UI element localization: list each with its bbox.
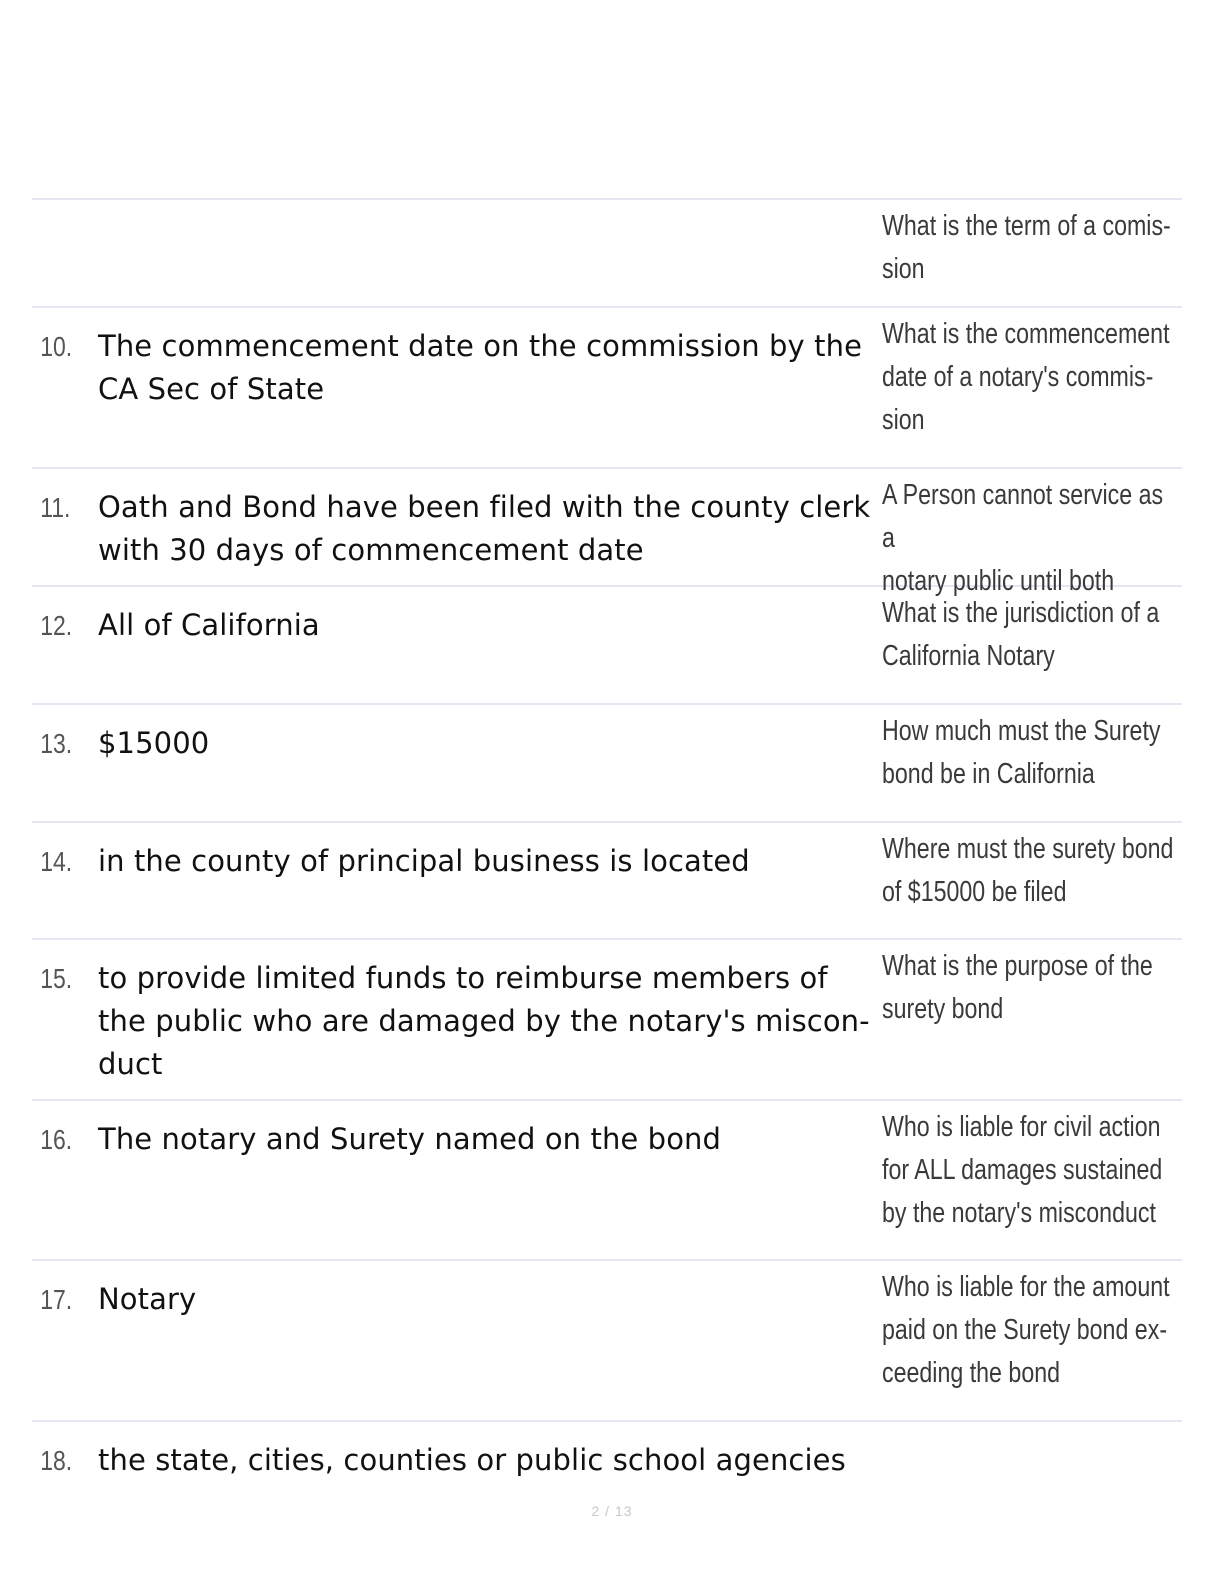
card-question xyxy=(880,587,1224,703)
card-question-text: How much must the Surety bond be in California xyxy=(882,715,1161,790)
card-number: 10. xyxy=(40,331,73,362)
card-row xyxy=(32,198,1182,306)
card-question xyxy=(880,1422,1224,1500)
card-row xyxy=(32,1420,1182,1500)
card-question xyxy=(880,823,1224,938)
card-question-text: What is the purpose of the surety bond xyxy=(882,950,1153,1025)
card-row xyxy=(32,1099,1182,1259)
card-question-text: Where must the surety bond of $15000 be filed xyxy=(882,833,1174,908)
card-question xyxy=(880,469,1224,597)
card-question-text: What is the jurisdiction of a California Notary xyxy=(882,597,1160,672)
flashcard-list xyxy=(32,198,1182,1500)
card-row xyxy=(32,938,1182,1099)
card-row xyxy=(32,1259,1182,1420)
card-question xyxy=(880,1261,1224,1420)
card-answer xyxy=(98,200,880,306)
card-number: 16. xyxy=(40,1124,73,1155)
card-number: 14. xyxy=(40,846,73,877)
card-row xyxy=(32,306,1182,467)
card-row xyxy=(32,821,1182,938)
card-answer: The notary and Surety named on the bond xyxy=(98,1122,722,1156)
card-question xyxy=(880,705,1224,821)
card-row xyxy=(32,585,1182,703)
card-answer: Oath and Bond have been filed with the county clerk with 30 days of commencement date xyxy=(98,490,871,567)
card-number: 11. xyxy=(40,492,71,523)
card-number: 17. xyxy=(40,1284,73,1315)
card-number: 13. xyxy=(40,728,73,759)
card-question-text: Who is liable for civil action for ALL damages sustained by the notary's misconduct xyxy=(882,1111,1163,1229)
card-row xyxy=(32,703,1182,821)
card-number xyxy=(32,200,86,306)
card-question-text: A Person cannot service as a notary public until both xyxy=(882,479,1164,597)
card-answer: to provide limited funds to reimburse members of the public who are damaged by the notary's miscon-duct xyxy=(98,961,870,1081)
card-question-text: Who is liable for the amount paid on the Surety bond ex- ceeding the bond xyxy=(882,1271,1170,1389)
card-question xyxy=(880,200,1224,306)
page-indicator: 2 / 13 xyxy=(591,1503,633,1519)
card-question-text: What is the commencement date of a notary's commis- sion xyxy=(882,318,1170,436)
card-answer: All of California xyxy=(98,608,320,642)
card-answer: the state, cities, counties or public school agencies xyxy=(98,1443,846,1477)
card-answer: in the county of principal business is located xyxy=(98,844,750,878)
card-row xyxy=(32,467,1182,597)
card-question-text: What is the term of a comis- sion xyxy=(882,210,1171,285)
card-question xyxy=(880,940,1224,1099)
card-question xyxy=(880,1101,1224,1259)
card-number: 18. xyxy=(40,1445,73,1476)
card-answer: Notary xyxy=(98,1282,197,1316)
card-number: 12. xyxy=(40,610,73,641)
card-answer: The commencement date on the commission by the CA Sec of State xyxy=(98,329,863,406)
card-number: 15. xyxy=(40,963,73,994)
card-question xyxy=(880,308,1224,467)
card-answer: $15000 xyxy=(98,726,210,760)
